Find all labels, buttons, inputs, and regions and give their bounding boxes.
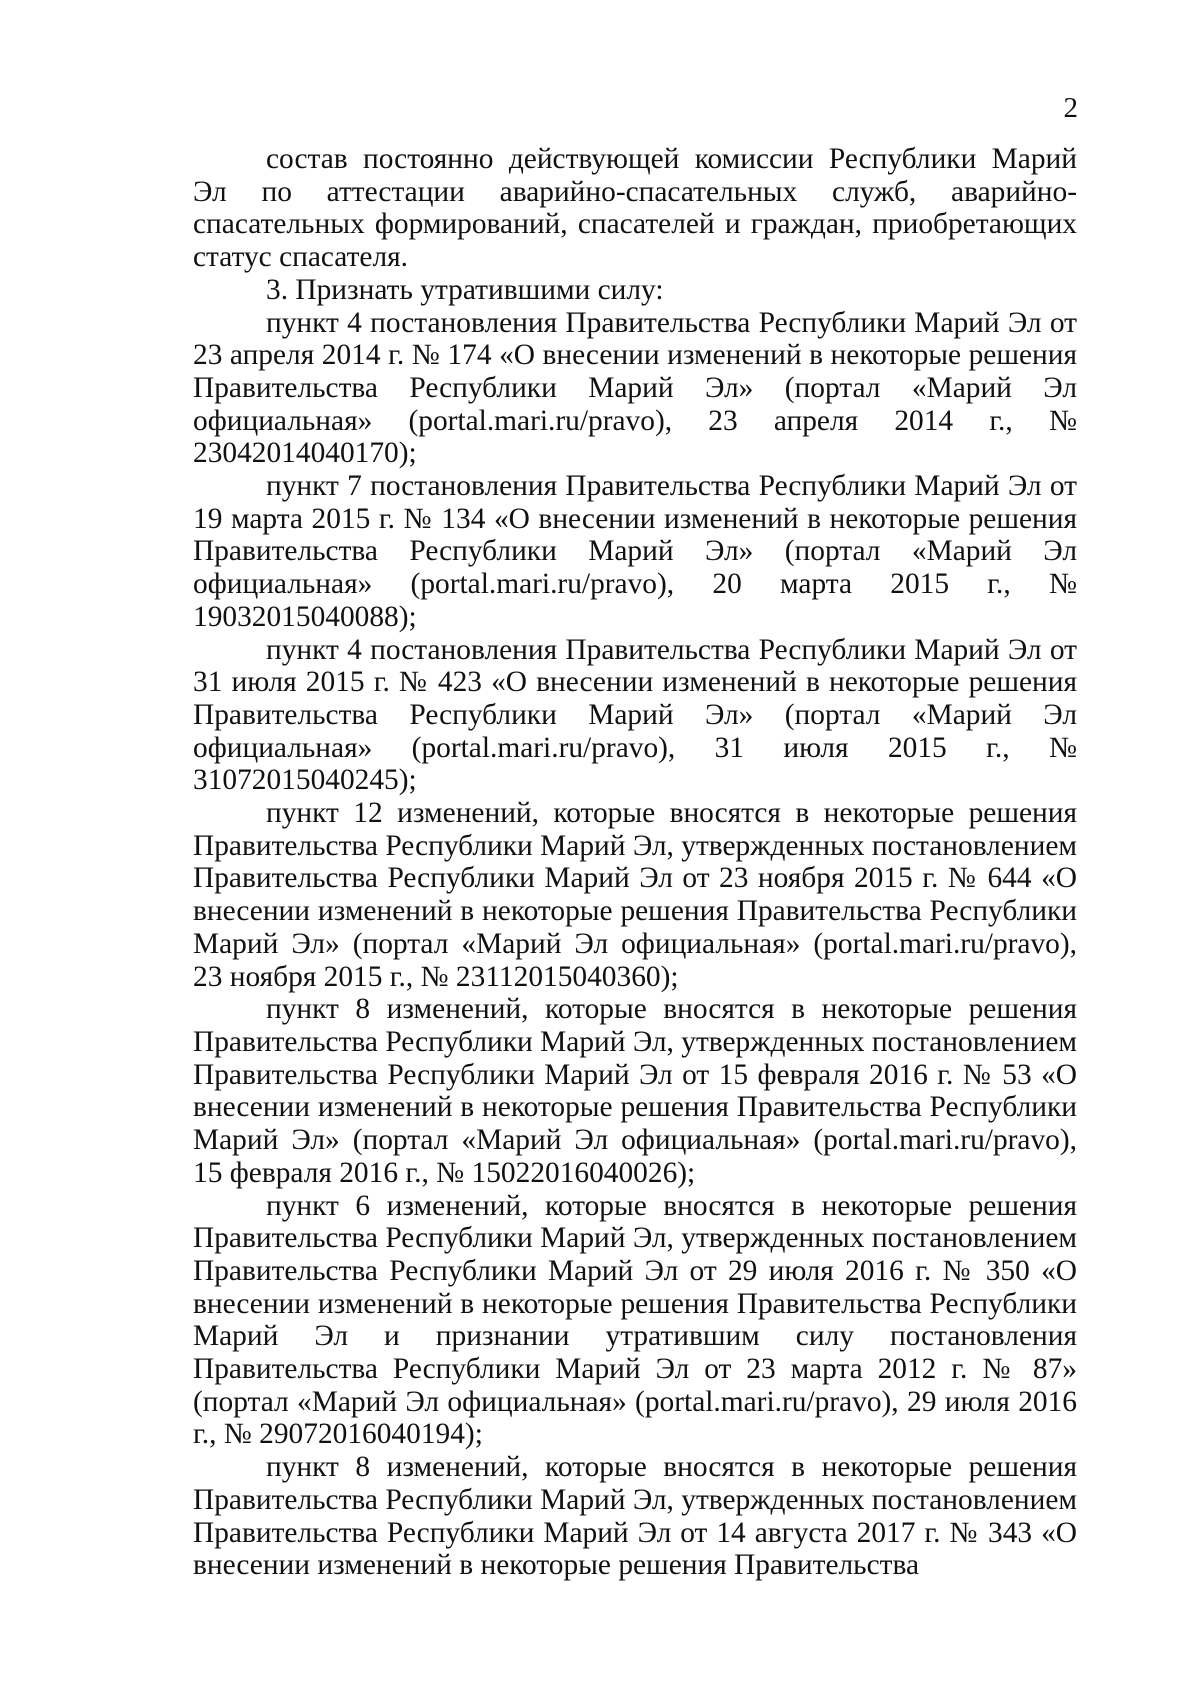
document-body — [193, 143, 1077, 1582]
paragraph-repealed-2017-343: пункт 8 изменений, которые вносятся в некоторые решения Правительства Республики Марий Эл, утвержденных постановлением Правительства Республики Марий Эл от 14 августа 2017 г. № 343 «О внесении изменений в некоторые решения Правительства — [193, 1451, 1077, 1582]
paragraph-repealed-2016-350: пункт 6 изменений, которые вносятся в некоторые решения Правительства Республики Марий Эл, утвержденных постановлением Правительства Республики Марий Эл от 29 июля 2016 г. № 350 «О внесении изменений в некоторые решения Правительства Республики Марий Эл и признании утратившим силу постановления Правительства Республики Марий Эл от 23 марта 2012 г. № 87» (портал «Марий Эл официальная» (portal.mari.ru/pravo), 29 июля 2016 г., № 29072016040194); — [193, 1189, 1077, 1451]
paragraph-item-3-heading: 3. Признать утратившими силу: — [266, 273, 664, 306]
paragraph-repealed-2014-174: пункт 4 постановления Правительства Республики Марий Эл от 23 апреля 2014 г. № 174 «О внесении изменений в некоторые решения Правительства Республики Марий Эл» (портал «Марий Эл официальная» (portal.mari.ru/pravo), 23 апреля 2014 г., № 23042014040170); — [193, 306, 1077, 470]
paragraph-repealed-2015-644: пункт 12 изменений, которые вносятся в некоторые решения Правительства Республики Марий Эл, утвержденных постановлением Правительства Республики Марий Эл от 23 ноября 2015 г. № 644 «О внесении изменений в некоторые решения Правительства Республики Марий Эл» (портал «Марий Эл официальная» (portal.mari.ru/pravo), 23 ноября 2015 г., № 23112015040360); — [193, 797, 1077, 993]
paragraph-repealed-2015-423: пункт 4 постановления Правительства Республики Марий Эл от 31 июля 2015 г. № 423 «О внесении изменений в некоторые решения Правительства Республики Марий Эл» (портал «Марий Эл официальная» (portal.mari.ru/pravo), 31 июля 2015 г., № 31072015040245); — [193, 633, 1077, 797]
page-number: 2 — [1063, 92, 1078, 124]
paragraph-commission-composition: состав постоянно действующей комиссии Республики Марий Эл по аттестации аварийно-спасательных служб, аварийно-спасательных формирований, спасателей и граждан, приобретающих статус спасателя. — [193, 143, 1077, 274]
paragraph-repealed-2015-134: пункт 7 постановления Правительства Республики Марий Эл от 19 марта 2015 г. № 134 «О внесении изменений в некоторые решения Правительства Республики Марий Эл» (портал «Марий Эл официальная» (portal.mari.ru/pravo), 20 марта 2015 г., № 19032015040088); — [193, 470, 1077, 633]
paragraph-repealed-2016-53: пункт 8 изменений, которые вносятся в некоторые решения Правительства Республики Марий Эл, утвержденных постановлением Правительства Республики Марий Эл от 15 февраля 2016 г. № 53 «О внесении изменений в некоторые решения Правительства Республики Марий Эл» (портал «Марий Эл официальная» (portal.mari.ru/pravo), 15 февраля 2016 г., № 15022016040026); — [193, 993, 1077, 1189]
